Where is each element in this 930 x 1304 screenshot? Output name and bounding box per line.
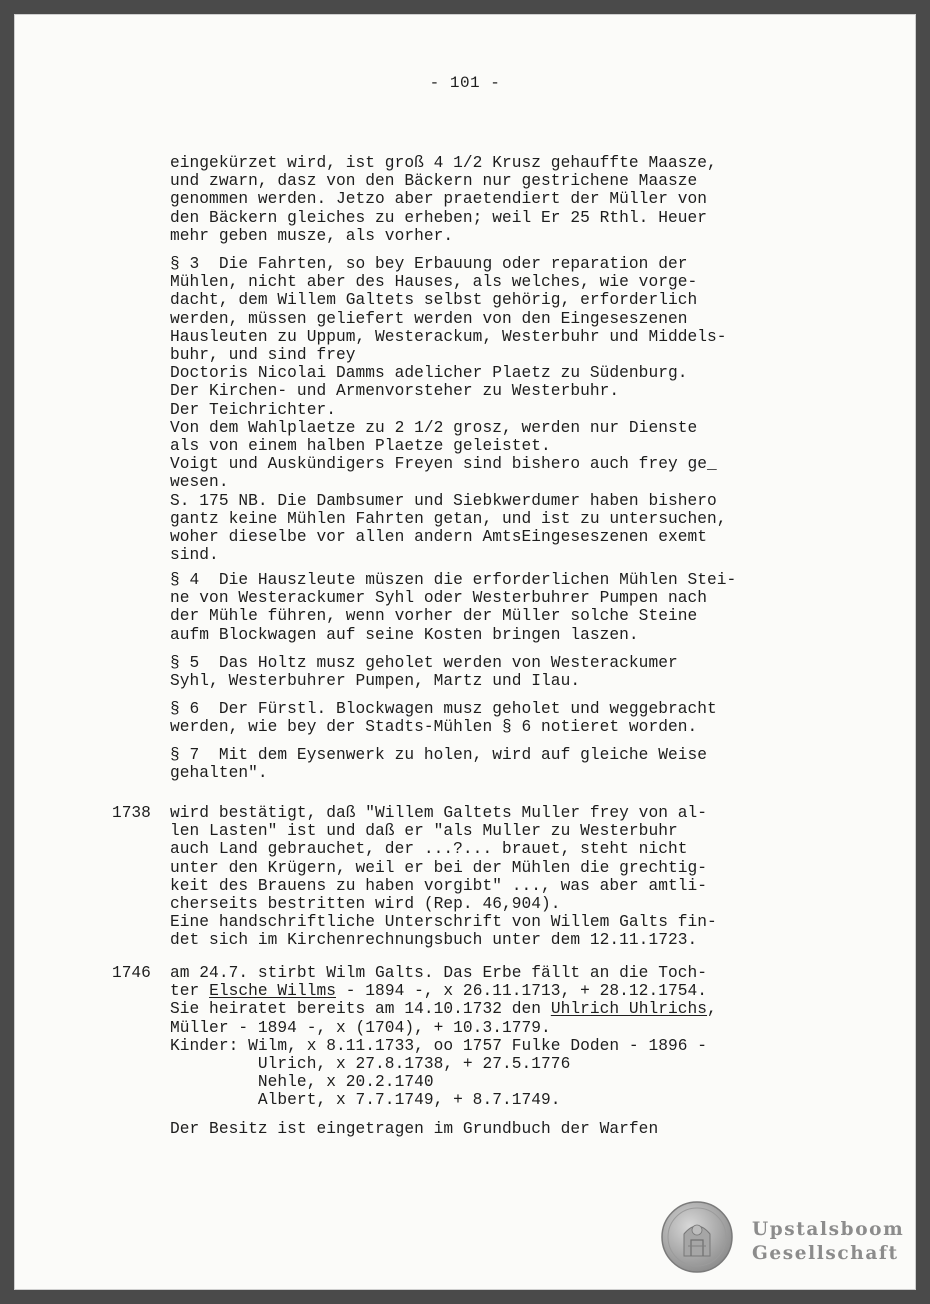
seal-caption <box>752 1218 904 1266</box>
entry-1746-rest: Müller - 1894 -, x (1704), + 10.3.1779. Kinder: Wilm, x 8.11.1733, oo 1757 Fulke Doden - 1896 - Ulrich, x 27.8.1738, + 27.5.1776 Nehle, x 20.2.1740 Albert, x 7.7.1749, + 8.7.1749. <box>170 1018 708 1110</box>
entry-1746-text <box>170 964 830 1110</box>
entry-1746-line3-post: , <box>707 1000 717 1019</box>
paragraph-section-5: § 5 Das Holtz musz geholet werden von Westerackumer Syhl, Westerbuhrer Pumpen, Martz und Ilau. <box>170 654 678 691</box>
entry-1738-text: wird bestätigt, daß "Willem Galtets Muller frey von al- len Lasten" ist und daß er "als Muller zu Westerbuhr auch Land gebrauchet, der ...?... brauet, steht nicht unter den Krügern, weil er bei der Mühlen die grechtig- keit des Brauens zu haben vorgibt" ..., was aber amtli- cherseits bestritten wird (Rep. 46,904). Eine handschriftliche Unterschrift von Willem Galts fin- det sich im Kirchenrechnungsbuch unter dem 12.11.1723. <box>170 804 717 950</box>
paragraph-section-4: § 4 Die Hauszleute müszen die erforderlichen Mühlen Stei- ne von Westerackumer Syhl oder Westerbuhrer Pumpen nach der Mühle führen, wenn vorher der Müller solche Steine aufm Blockwagen auf seine Kosten bringen laszen. <box>170 571 737 644</box>
page-number: - 101 - <box>429 74 501 92</box>
entry-1746-line3-pre: Sie heiratet bereits am 14.10.1732 den <box>170 1000 551 1019</box>
year-1746: 1746 <box>112 964 151 982</box>
paragraph-section-3: § 3 Die Fahrten, so bey Erbauung oder reparation der Mühlen, nicht aber des Hauses, als welches, wie vorge- dacht, dem Willem Galtets selbst gehörig, erforderlich werden, müssen geliefert werden von den Eingeseszenen Hausleuten zu Uppum, Westerackum, Westerbuhr und Middels- buhr, und sind frey Doctoris Nicolai Damms adelicher Plaetz zu Südenburg. Der Kirchen- und Armenvorsteher zu Westerbuhr. Der Teichrichter. Von dem Wahlplaetze zu 2 1/2 grosz, werden nur Dienste als von einem halben Plaetze geleistet. Voigt und Auskündigers Freyen sind bishero auch frey ge_ wesen. S. 175 NB. Die Dambsumer und Siebkwerdumer haben bishero gantz keine Mühlen Fahrten getan, und ist zu untersuchen, woher dieselbe vor allen andern AmtsEingeseszenen exemt sind. <box>170 255 727 565</box>
entry-1746-line2-pre: ter <box>170 982 210 1001</box>
year-1738: 1738 <box>112 804 151 822</box>
entry-1746-line1: am 24.7. stirbt Wilm Galts. Das Erbe fällt an die Toch- <box>170 964 708 982</box>
entry-1746-line2-post: - 1894 -, x 26.11.1713, + 28.12.1754. <box>336 982 708 1001</box>
paragraph-section-7: § 7 Mit dem Eysenwerk zu holen, wird auf gleiche Weise gehalten". <box>170 746 708 783</box>
husband-name: Uhlrich Uhlrichs <box>550 1000 708 1019</box>
seal-icon <box>660 1200 734 1274</box>
daughter-name: Elsche Willms <box>209 982 336 1001</box>
seal-caption-line2: Gesellschaft <box>752 1243 899 1264</box>
paragraph-section-6: § 6 Der Fürstl. Blockwagen musz geholet und weggebracht werden, wie bey der Stadts-Mühlen § 6 notieret worden. <box>170 700 717 737</box>
paragraph-intro: eingekürzet wird, ist groß 4 1/2 Krusz gehauffte Maasze, und zwarn, dasz von den Bäckern nur gestrichene Maasze genommen werden. Jetzo aber praetendiert der Müller von den Bäckern gleiches zu erheben; weil Er 25 Rthl. Heuer mehr geben musze, als vorher. <box>170 154 717 245</box>
document-page <box>14 14 916 1290</box>
closing-line: Der Besitz ist eingetragen im Grundbuch der Warfen <box>170 1120 659 1138</box>
seal-caption-line1: Upstalsboom <box>752 1219 905 1240</box>
seal-logo <box>660 1200 734 1274</box>
